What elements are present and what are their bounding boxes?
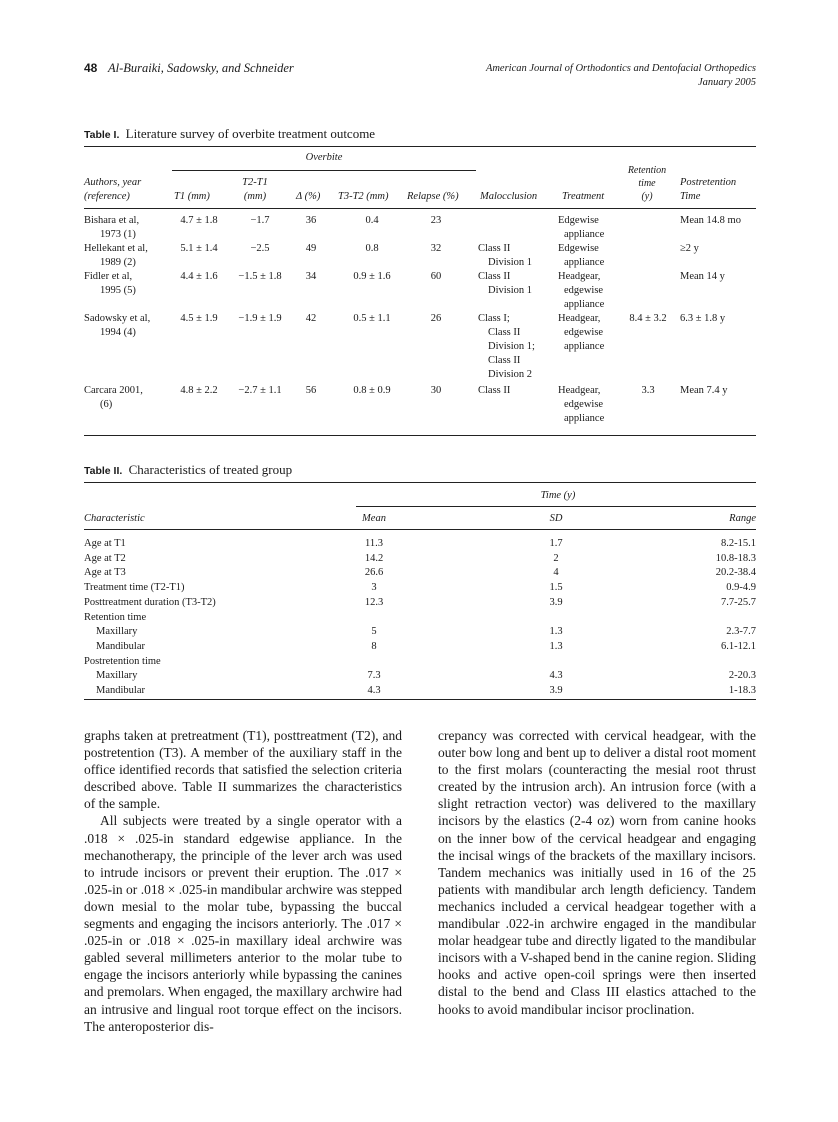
table2-cell-range: 1-18.3 [728,685,756,696]
table1-cell-postretention: 6.3 ± 1.8 y [680,313,726,324]
table2-cell-range: 2.3-7.7 [726,626,756,637]
table1-cell-malocclusion: Class II Division 1 [478,271,533,296]
table1-title: Literature survey of overbite treatment outcome [125,126,376,141]
table1-cell-t1: 4.4 ± 1.6 [180,271,218,282]
table1-header-delta: Δ (%) [296,191,321,202]
table2-cell-characteristic: Age at T3 [84,567,126,578]
body-right-column [438,727,756,1018]
table1-cell-delta: 34 [305,271,317,282]
table2-header-sd: SD [549,513,563,524]
table1-header-malocclusion: Malocclusion [480,191,538,202]
table1-cell-t1: 4.7 ± 1.8 [180,215,218,226]
table2-cell-mean: 8 [371,641,377,652]
table1-cell-t1: 4.5 ± 1.9 [180,313,218,324]
table1-cell-t2t1: −2.5 [250,243,270,254]
table1-bottom-rule [84,435,756,436]
table2-cell-sd: 2 [553,553,559,564]
table2-cell-mean: 11.3 [365,538,383,549]
table1-cell-malocclusion: Class II [478,385,511,396]
body-left-column [84,727,402,1035]
table2-cell-characteristic: Postretention time [84,656,161,667]
table1-cell-delta: 36 [305,215,317,226]
table2-cell-sd: 1.7 [549,538,563,549]
table1-cell-retention: 3.3 [641,385,655,396]
table1-cell-treatment: Edgewise appliance [558,215,605,240]
table2-top-rule [84,482,756,483]
table1-header-t3t2: T3-T2 (mm) [338,191,389,202]
table2-cell-mean: 14.2 [364,553,384,564]
table2-caption [84,462,292,478]
table2-group-header: Time (y) [540,490,576,501]
table1-top-rule [84,146,756,147]
table1-cell-treatment: Headgear, edgewise appliance [558,385,605,424]
table1-cell-relapse: 30 [430,385,442,396]
table1-cell-treatment: Headgear, edgewise appliance [558,313,605,352]
table2-cell-sd: 1.5 [549,582,563,593]
table1-cell-malocclusion: Class I; Class II Division 1; Class II Division 2 [478,313,535,380]
table1-cell-relapse: 26 [430,313,442,324]
table2-cell-sd: 1.3 [549,641,563,652]
table1-header-t2t1: T2-T1 (mm) [242,177,268,202]
table1-cell-t3t2: 0.4 [365,215,379,226]
table1-cell-t1: 5.1 ± 1.4 [180,243,218,254]
table2-cell-characteristic: Mandibular [96,685,145,696]
table2-cell-mean: 4.3 [367,685,381,696]
table1-cell-postretention: Mean 14.8 mo [680,215,741,226]
table1-cell-delta: 42 [305,313,317,324]
table2-group-rule [356,506,756,507]
table1-cell-author: Carcara 2001, (6) [84,385,143,410]
table1-cell-author: Bishara et al, 1973 (1) [84,215,140,240]
table1-group-rule [172,170,476,171]
table1-cell-t3t2: 0.8 ± 0.9 [353,385,391,396]
body-paragraph: crepancy was corrected with cervical headgear, with the outer bow long and bent up to deliver a distal root moment to the first molars (counteracting the mesial root thrust created by the intrusion arch). An intrusion force (with a slight retraction vector) was delivered to the maxillary incisors by the elastics (2-4 oz) worn from canine hooks on the inner bow of the cervical headgear and engaging the incisal wings of the brackets of the maxillary incisors. Tandem mechanics was initially used in 16 of the 25 patients with mandibular arch length deficiency. Tandem mechanics included a cervical headgear together with a mandibular .022-in archwire engaged in the mandibular molar headgear tube and directly ligated to the mandibular incisors with a V-shaped bend in the canine region. Sliding hooks and active open-coil springs were then inserted distal to the bend and Class III elastics attached to the hooks to avoid mandibular incisor proclination. [438,728,756,1017]
table2-cell-sd: 4 [553,567,559,578]
journal-name: American Journal of Orthodontics and Dentofacial Orthopedics [485,63,756,74]
table1-cell-treatment: Headgear, edgewise appliance [558,271,605,310]
table1-cell-t2t1: −1.9 ± 1.9 [238,313,282,324]
table1-cell-t2t1: −1.5 ± 1.8 [238,271,282,282]
table2-cell-range: 7.7-25.7 [721,597,756,608]
table1-header-rule [84,208,756,209]
table1-cell-delta: 56 [305,385,317,396]
table1-cell-delta: 49 [305,243,317,254]
table2-cell-characteristic: Posttreatment duration (T3-T2) [84,597,216,608]
table2-cell-characteristic: Age at T2 [84,553,126,564]
table2-cell-sd: 3.9 [549,597,563,608]
table1-header-relapse: Relapse (%) [407,191,459,202]
table1-cell-t3t2: 0.8 [365,243,379,254]
table2-cell-characteristic: Treatment time (T2-T1) [84,582,185,593]
table1-cell-author: Sadowsky et al, 1994 (4) [84,313,151,338]
table2-cell-characteristic: Age at T1 [84,538,126,549]
table1-cell-author: Hellekant et al, 1989 (2) [84,243,148,268]
table1-cell-malocclusion: Class II Division 1 [478,243,533,268]
table1-cell-author: Fidler et al, 1995 (5) [84,271,136,296]
journal-date: January 2005 [697,77,756,88]
table2-header-range: Range [729,513,756,524]
table2-cell-sd: 3.9 [549,685,563,696]
table2-bottom-rule [84,699,756,700]
table2-cell-characteristic: Maxillary [96,626,138,637]
table2-cell-mean: 12.3 [364,597,384,608]
table1-cell-relapse: 60 [430,271,442,282]
table2-cell-characteristic: Retention time [84,612,147,623]
table2-cell-mean: 5 [371,626,377,637]
table2-header-characteristic: Characteristic [84,513,145,524]
table1-cell-relapse: 23 [430,215,442,226]
table1-cell-t2t1: −1.7 [250,215,270,226]
table2-cell-characteristic: Maxillary [96,670,138,681]
table1-cell-t3t2: 0.5 ± 1.1 [353,313,391,324]
table1-cell-postretention: Mean 14 y [680,271,725,282]
table1-cell-retention: 8.4 ± 3.2 [629,313,667,324]
table1-cell-t2t1: −2.7 ± 1.1 [238,385,282,396]
table2-cell-mean: 3 [371,582,377,593]
journal-info [486,62,756,90]
table2-header-mean: Mean [362,513,386,524]
table2-cell-range: 10.8-18.3 [715,553,756,564]
table2-cell-range: 0.9-4.9 [726,582,756,593]
table2-cell-mean: 7.3 [367,670,381,681]
table1-header-t1: T1 (mm) [174,191,210,202]
table1-cell-relapse: 32 [430,243,442,254]
table2-cell-sd: 4.3 [549,670,563,681]
table1-header-postretention: Postretention Time [680,177,737,202]
table2-cell-range: 8.2-15.1 [721,538,756,549]
running-header [84,61,756,97]
table1-cell-t1: 4.8 ± 2.2 [180,385,218,396]
table1-header-authors: Authors, year (reference) [84,177,142,202]
table1-group-header: Overbite [305,152,343,163]
running-authors: Al-Buraiki, Sadowsky, and Schneider [108,61,294,75]
table2 [84,482,756,702]
table2-header-rule [84,529,756,530]
table2-cell-range: 20.2-38.4 [715,567,756,578]
body-paragraph: graphs taken at pretreatment (T1), posttreatment (T2), and postretention (T3). A member of the auxiliary staff in the office identified records that satisfied the selection criteria described above. Table II summarizes the characteristics of the sample. [84,728,402,812]
table1-header-treatment: Treatment [562,191,605,202]
table1-cell-treatment: Edgewise appliance [558,243,605,268]
table1-cell-postretention: ≥2 y [680,243,699,254]
table2-label: Table II. [84,465,123,477]
table1-label: Table I. [84,129,120,141]
table2-title: Characteristics of treated group [128,462,293,477]
table2-cell-range: 2-20.3 [728,670,756,681]
body-paragraph: All subjects were treated by a single operator with a .018 × .025-in standard edgewise appliance. In the mechanotherapy, the principle of the lever arch was used to intrude incisors or prevent their eruption. The .017 × .025-in or .018 × .025-in mandibular archwire was stepped down mesial to the molar tube, bypassing the buccal segments and engaging the incisors anteriorly. The .017 × .025-in or .018 × .025-in maxillary ideal archwire was gabled several millimeters anterior to the molar tube to engage the incisors anteriorly while bypassing the canines and premolars. When engaged, the maxillary archwire had an intrusive and lingual root torque effect on the incisors. The anteroposterior dis- [84,813,402,1034]
table1 [84,146,756,436]
table1-cell-postretention: Mean 7.4 y [680,385,728,396]
table1-cell-t3t2: 0.9 ± 1.6 [353,271,391,282]
table2-cell-sd: 1.3 [549,626,563,637]
table2-cell-range: 6.1-12.1 [721,641,756,652]
page-number: 48 [84,61,98,75]
table2-cell-mean: 26.6 [364,567,384,578]
table1-header-retention: Retention time (y) [627,165,667,202]
table2-cell-characteristic: Mandibular [96,641,145,652]
table1-caption [84,126,375,142]
